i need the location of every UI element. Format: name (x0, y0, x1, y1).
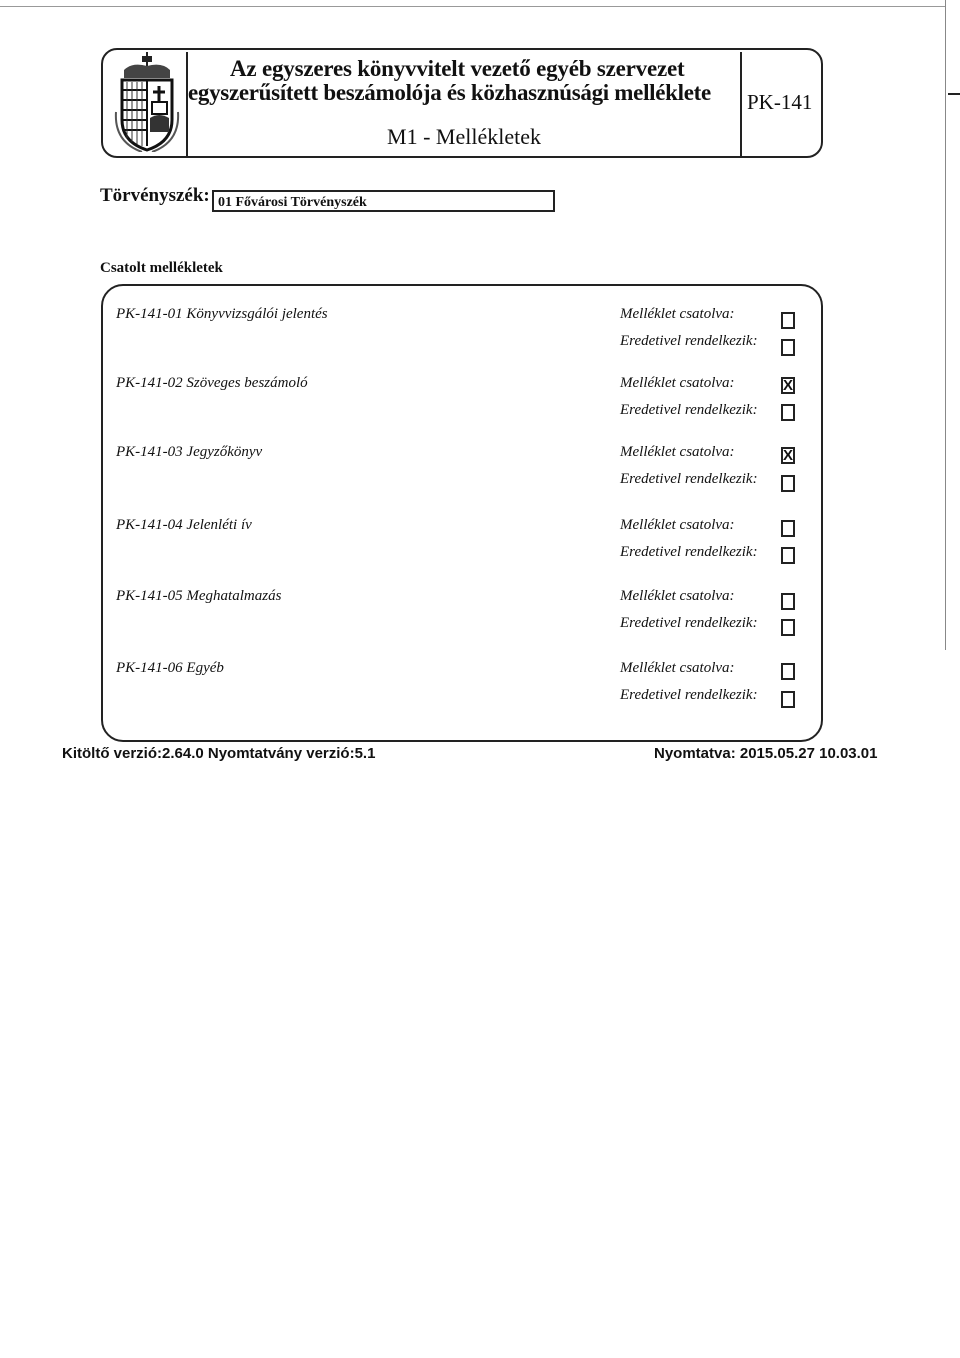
original-label: Eredetivel rendelkezik: (620, 333, 758, 349)
original-label: Eredetivel rendelkezik: (620, 544, 758, 560)
original-checkbox[interactable] (781, 547, 795, 564)
coat-of-arms-icon (112, 52, 182, 152)
attached-checkbox[interactable]: X (783, 377, 794, 394)
attached-checkbox[interactable] (781, 520, 795, 537)
attached-checkbox[interactable] (781, 663, 795, 680)
footer-versions: Kitöltő verzió:2.64.0 Nyomtatvány verzió:5.1 (62, 745, 376, 762)
attachment-name: PK-141-04 Jelenléti ív (116, 517, 252, 533)
original-checkbox[interactable] (781, 404, 795, 421)
title-cell (186, 52, 742, 156)
form-subtitle: M1 - Mellékletek (387, 124, 541, 149)
attached-checkbox[interactable]: X (783, 447, 794, 464)
attached-checkbox[interactable] (781, 312, 795, 329)
attachment-name: PK-141-02 Szöveges beszámoló (116, 375, 308, 391)
original-checkbox[interactable] (781, 619, 795, 636)
attached-label: Melléklet csatolva: (620, 660, 735, 676)
original-checkbox[interactable] (781, 475, 795, 492)
form-code: PK-141 (747, 90, 813, 114)
attached-label: Melléklet csatolva: (620, 306, 735, 322)
original-label: Eredetivel rendelkezik: (620, 687, 758, 703)
original-label: Eredetivel rendelkezik: (620, 471, 758, 487)
attached-label: Melléklet csatolva: (620, 517, 735, 533)
page-edge-mark (948, 93, 960, 95)
attached-checkbox[interactable] (781, 593, 795, 610)
original-label: Eredetivel rendelkezik: (620, 615, 758, 631)
original-checkbox[interactable] (781, 691, 795, 708)
form-title-line1: Az egyszeres könyvvitelt vezető egyéb szervezet (230, 56, 685, 81)
attachment-name: PK-141-05 Meghatalmazás (116, 588, 282, 604)
attachment-name: PK-141-01 Könyvvizsgálói jelentés (116, 306, 328, 322)
attached-label: Melléklet csatolva: (620, 375, 735, 391)
page-top-edge (0, 6, 945, 7)
footer-printed-date: Nyomtatva: 2015.05.27 10.03.01 (654, 745, 878, 762)
attached-label: Melléklet csatolva: (620, 588, 735, 604)
attachments-heading: Csatolt mellékletek (100, 260, 223, 276)
court-label: Törvényszék: (100, 185, 210, 206)
form-title-line2: egyszerűsített beszámolója és közhasznúsági melléklete (188, 80, 711, 105)
attachment-name: PK-141-03 Jegyzőkönyv (116, 444, 263, 460)
original-label: Eredetivel rendelkezik: (620, 402, 758, 418)
attached-label: Melléklet csatolva: (620, 444, 735, 460)
attachment-name: PK-141-06 Egyéb (116, 660, 224, 676)
original-checkbox[interactable] (781, 339, 795, 356)
court-field[interactable]: 01 Fővárosi Törvényszék (212, 190, 555, 212)
page-right-edge (945, 0, 946, 650)
